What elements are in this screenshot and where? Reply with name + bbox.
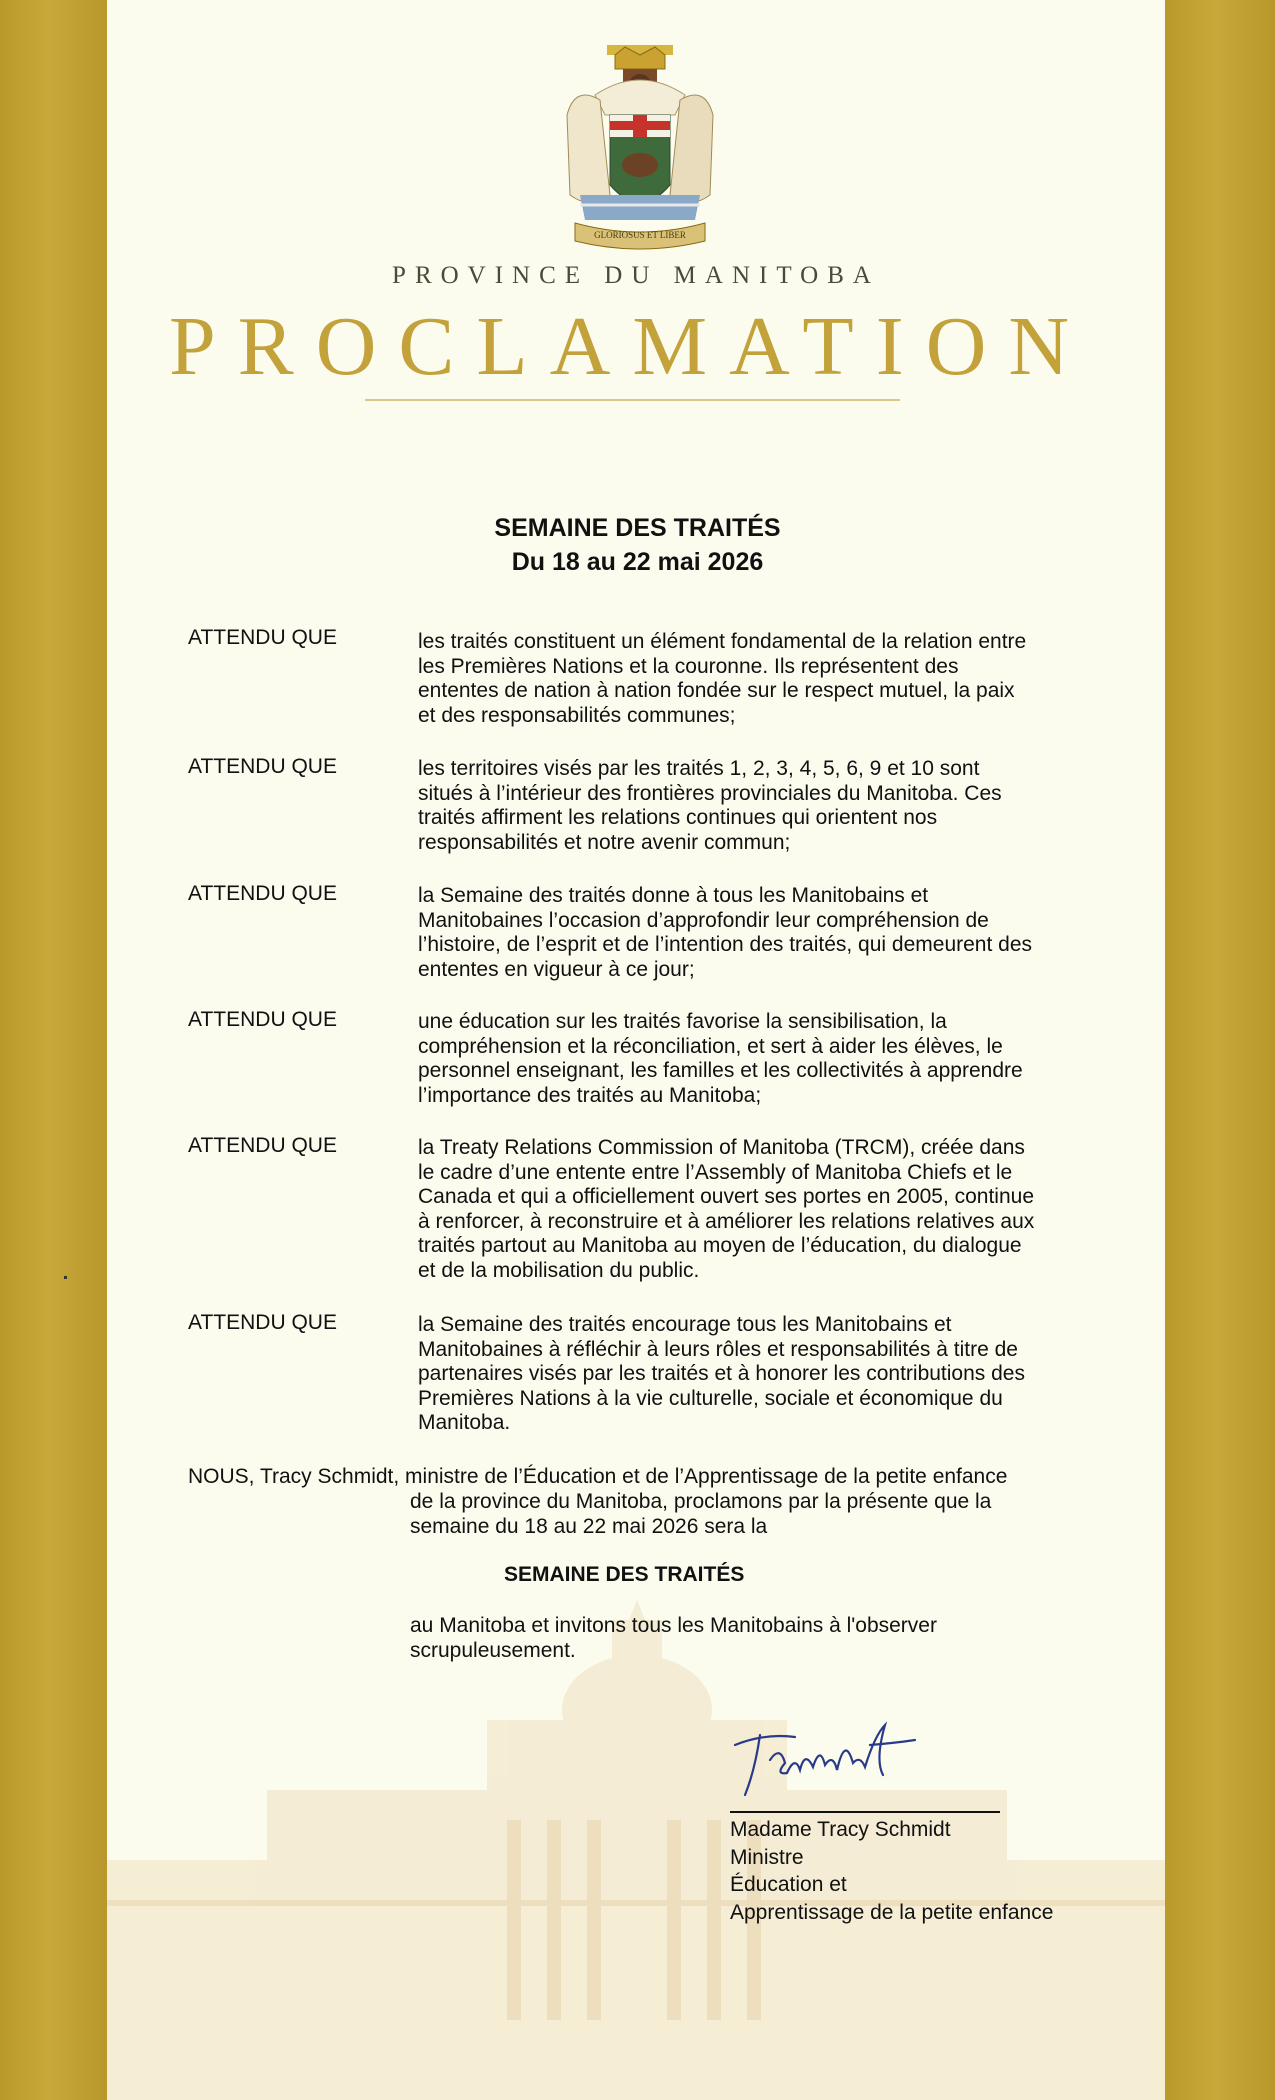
closing-line: au Manitoba et invitons tous les Manitobains à l'observer — [410, 1614, 937, 1637]
signatory-department: Apprentissage de la petite enfance — [730, 1900, 1054, 1924]
clause-line: et de la mobilisation du public. — [418, 1258, 700, 1282]
clause-line: traités affirment les relations continues qui orientent nos — [418, 806, 938, 829]
clause-line: Manitobaines à réfléchir à leurs rôles et responsabilités à titre de — [418, 1337, 1018, 1361]
clause-text — [418, 884, 1098, 982]
scan-speck — [64, 1276, 67, 1279]
clause-line: ententes de nation à nation fondée sur le respect mutuel, la paix — [418, 679, 1015, 702]
clause-label: ATTENDU QUE — [188, 882, 337, 905]
clause-text — [418, 1136, 1098, 1283]
clause-text — [418, 630, 1098, 728]
signature-line — [730, 1811, 1000, 1813]
right-gold-border — [1165, 0, 1275, 2100]
clause-line: à renforcer, à reconstruire et à améliorer les relations relatives aux — [418, 1209, 1035, 1233]
proclamation-heading: PROCLAMATION — [168, 300, 1092, 393]
proclamation-title: SEMAINE DES TRAITÉS — [494, 514, 781, 542]
proclamation-dates: Du 18 au 22 mai 2026 — [511, 548, 764, 576]
clause-label: ATTENDU QUE — [188, 1311, 337, 1334]
clause-text — [418, 757, 1098, 855]
clause-line: le cadre d’une entente entre l’Assembly of Manitoba Chiefs et le — [418, 1160, 1013, 1184]
clause-line: la Treaty Relations Commission of Manitoba (TRCM), créée dans — [418, 1136, 1025, 1159]
signatory-name: Madame Tracy Schmidt — [730, 1818, 951, 1841]
heading-divider — [365, 399, 900, 401]
clause-line: l’importance des traités au Manitoba; — [418, 1083, 762, 1107]
clause-line: l’histoire, de l’esprit et de l’intention des traités, qui demeurent des — [418, 933, 1033, 956]
proclamation-statement — [410, 1490, 1110, 1539]
clause-text — [418, 1313, 1098, 1436]
clause-line: la Semaine des traités encourage tous les Manitobains et — [418, 1313, 952, 1336]
manitoba-coat-of-arms-icon — [555, 45, 725, 260]
clause-line: Premières Nations à la vie culturelle, sociale et économique du — [418, 1386, 1003, 1410]
statement-line: semaine du 18 au 22 mai 2026 sera la — [410, 1514, 768, 1538]
clause-text — [418, 1010, 1098, 1108]
clause-label: ATTENDU QUE — [188, 626, 337, 649]
clause-line: et des responsabilités communes; — [418, 703, 736, 727]
clause-line: Manitobaines l’occasion d’approfondir leur compréhension de — [418, 908, 989, 932]
closing-line: scrupuleusement. — [410, 1638, 576, 1662]
handwritten-signature — [725, 1715, 975, 1805]
proclaimed-week-title: SEMAINE DES TRAITÉS — [504, 1563, 745, 1586]
province-heading: PROVINCE DU MANITOBA — [392, 262, 880, 289]
clause-line: les Premières Nations et la couronne. Ils représentent des — [418, 654, 959, 678]
signatory-department: Éducation et — [730, 1873, 847, 1896]
clause-line: situés à l’intérieur des frontières provinciales du Manitoba. Ces — [418, 781, 1002, 805]
left-gold-border — [0, 0, 107, 2100]
clause-line: Canada et qui a officiellement ouvert ses portes en 2005, continue — [418, 1185, 1035, 1208]
proclamation-statement-first-line: NOUS, Tracy Schmidt, ministre de l’Éducation et de l’Apprentissage de la petite enfance — [188, 1465, 1008, 1488]
statement-line: de la province du Manitoba, proclamons par la présente que la — [410, 1490, 992, 1513]
clause-line: les traités constituent un élément fondamental de la relation entre — [418, 630, 1027, 653]
clause-line: traités partout au Manitoba au moyen de l’éducation, du dialogue — [418, 1234, 1022, 1257]
clause-line: la Semaine des traités donne à tous les Manitobains et — [418, 884, 929, 907]
clause-label: ATTENDU QUE — [188, 1134, 337, 1157]
signatory-title: Ministre — [730, 1845, 804, 1869]
closing-statement — [410, 1614, 1050, 1663]
clause-line: ententes en vigueur à ce jour; — [418, 957, 695, 981]
clause-line: partenaires visés par les traités et à honorer les contributions des — [418, 1362, 1025, 1385]
clause-line: Manitoba. — [418, 1411, 511, 1434]
clause-label: ATTENDU QUE — [188, 1008, 337, 1031]
clause-line: compréhension et la réconciliation, et sert à aider les élèves, le — [418, 1034, 1003, 1058]
clause-line: les territoires visés par les traités 1, 2, 3, 4, 5, 6, 9 et 10 sont — [418, 757, 980, 780]
crest-motto: GLORIOSUS ET LIBER — [594, 230, 686, 240]
clause-line: une éducation sur les traités favorise la sensibilisation, la — [418, 1010, 947, 1033]
signatory-block — [730, 1816, 1053, 1926]
clause-line: responsabilités et notre avenir commun; — [418, 830, 791, 854]
clause-line: personnel enseignant, les familles et les collectivités à apprendre — [418, 1059, 1023, 1082]
clause-label: ATTENDU QUE — [188, 755, 337, 778]
